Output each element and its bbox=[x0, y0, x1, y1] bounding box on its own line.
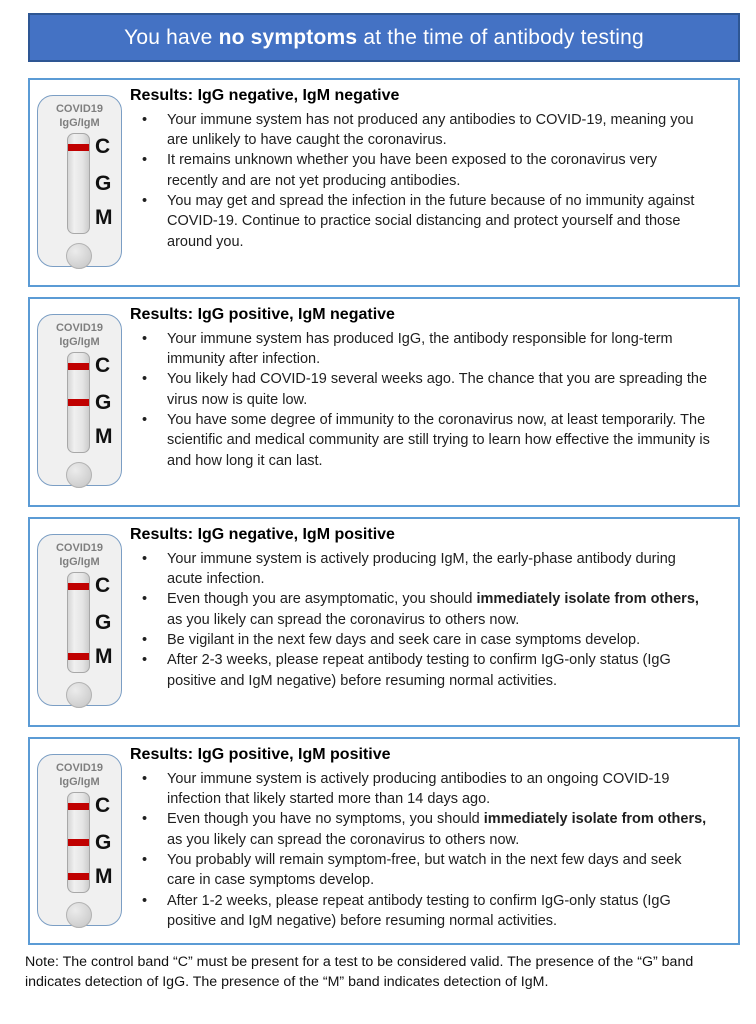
test-band-g bbox=[68, 399, 89, 406]
bullet-list bbox=[130, 549, 710, 691]
text-segment: It remains unknown whether you have been exposed to the coronavirus very recently and are not yet producing antibodies. bbox=[167, 152, 658, 189]
test-band-m bbox=[68, 873, 89, 880]
text-segment: immediately isolate from others, bbox=[483, 811, 707, 828]
band-letter-c: C bbox=[95, 354, 111, 377]
sample-well-icon bbox=[66, 462, 92, 488]
bullet-list bbox=[130, 769, 710, 931]
sample-well-icon bbox=[66, 682, 92, 708]
text-segment: Your immune system has not produced any antibodies to COVID-19, meaning you are unlikely to have caught the coronavirus. bbox=[167, 111, 694, 149]
cassette-label-line2: IgG/IgM bbox=[59, 117, 100, 129]
bullet-list bbox=[130, 110, 710, 252]
bullet-item bbox=[130, 369, 710, 410]
sample-well-icon bbox=[66, 243, 92, 269]
panel-text bbox=[130, 745, 710, 931]
test-cassette bbox=[37, 95, 122, 267]
cassette-label-line1: COVID19 bbox=[55, 322, 104, 334]
bullet-item bbox=[130, 329, 710, 370]
panel-text bbox=[130, 525, 710, 691]
test-cassette bbox=[37, 314, 122, 486]
cassette-label-line2: IgG/IgM bbox=[59, 556, 100, 568]
text-segment: at the time of antibody testing bbox=[357, 25, 644, 49]
bullet-item bbox=[130, 410, 710, 471]
results-heading: Results: IgG positive, IgM negative bbox=[130, 306, 395, 323]
band-letter-g: G bbox=[95, 391, 112, 414]
text-segment: as you likely can spread the coronavirus to others now. bbox=[167, 611, 520, 628]
test-strip bbox=[67, 572, 90, 673]
text-segment: Your immune system is actively producing antibodies to an ongoing COVID-19 infection that likely started more than 14 days ago. bbox=[167, 770, 670, 808]
test-band-c bbox=[68, 363, 89, 370]
band-letter-c: C bbox=[95, 135, 111, 158]
cassette-label-line1: COVID19 bbox=[55, 103, 104, 115]
text-segment: Even though you are asymptomatic, you should bbox=[167, 591, 477, 608]
test-cassette bbox=[37, 534, 122, 706]
text-segment: You have some degree of immunity to the coronavirus now, at least temporarily. The scientific and medical community are still trying to learn how effective the immunity is and how long it can last. bbox=[167, 411, 710, 469]
band-letter-g: G bbox=[95, 831, 112, 854]
test-cassette bbox=[37, 754, 122, 926]
result-panel-3 bbox=[28, 517, 740, 727]
bullet-item bbox=[130, 110, 710, 151]
bullet-item bbox=[130, 650, 710, 691]
test-band-m bbox=[68, 653, 89, 660]
bullet-item bbox=[130, 589, 710, 630]
text-segment: Even though you have no symptoms, you should bbox=[167, 811, 484, 828]
test-strip bbox=[67, 133, 90, 234]
bullet-list bbox=[130, 329, 710, 471]
text-segment: You have bbox=[124, 25, 219, 49]
result-panel-1 bbox=[28, 78, 740, 287]
band-letter-m: M bbox=[95, 206, 113, 229]
band-letter-c: C bbox=[95, 794, 111, 817]
band-letter-g: G bbox=[95, 172, 112, 195]
test-band-g bbox=[68, 839, 89, 846]
panel-text bbox=[130, 305, 710, 471]
cassette-label-line1: COVID19 bbox=[55, 542, 104, 554]
band-letter-m: M bbox=[95, 425, 113, 448]
note-text: Note: The control band “C” must be present for a test to be considered valid. The presence of the “G” band indicates detection of IgG. The presence of the “M” band indicates detection of IgM. bbox=[25, 954, 694, 990]
cassette-label-line2: IgG/IgM bbox=[59, 336, 100, 348]
test-band-c bbox=[68, 803, 89, 810]
cassette-label-line1: COVID19 bbox=[55, 762, 104, 774]
text-segment: After 1-2 weeks, please repeat antibody testing to confirm IgG-only status (IgG positive and IgM negative) before resuming normal activities. bbox=[167, 892, 671, 929]
results-heading: Results: IgG positive, IgM positive bbox=[130, 746, 391, 763]
band-letter-c: C bbox=[95, 574, 111, 597]
bullet-item bbox=[130, 549, 710, 590]
bullet-item bbox=[130, 630, 710, 650]
bullet-item bbox=[130, 191, 710, 252]
result-panel-4 bbox=[28, 737, 740, 945]
text-segment: immediately isolate from others, bbox=[476, 591, 699, 608]
band-letter-g: G bbox=[95, 611, 112, 634]
test-band-c bbox=[68, 583, 89, 590]
results-heading: Results: IgG negative, IgM negative bbox=[130, 87, 400, 104]
header-title bbox=[124, 26, 644, 50]
bullet-item bbox=[130, 891, 710, 932]
cassette-label-line2: IgG/IgM bbox=[59, 776, 100, 788]
sample-well-icon bbox=[66, 902, 92, 928]
text-segment: You may get and spread the infection in the future because of no immunity against COVID-19. Continue to practice social distancing and protect yourself and those around you. bbox=[167, 192, 695, 250]
results-heading: Results: IgG negative, IgM positive bbox=[130, 526, 395, 543]
header-banner bbox=[28, 13, 740, 62]
result-panel-2 bbox=[28, 297, 740, 507]
text-segment: Your immune system has produced IgG, the antibody responsible for long-term immunity after infection. bbox=[167, 330, 673, 368]
text-segment: no symptoms bbox=[218, 25, 358, 49]
band-letter-m: M bbox=[95, 865, 113, 888]
text-segment: After 2-3 weeks, please repeat antibody testing to confirm IgG-only status (IgG positive and IgM negative) before resuming normal activities. bbox=[167, 652, 671, 689]
text-segment: You likely had COVID-19 several weeks ago. The chance that you are spreading the virus now is quite low. bbox=[167, 371, 708, 408]
text-segment: as you likely can spread the coronavirus to others now. bbox=[167, 831, 520, 848]
test-band-c bbox=[68, 144, 89, 151]
bullet-item bbox=[130, 850, 710, 891]
bullet-item bbox=[130, 769, 710, 810]
bullet-item bbox=[130, 150, 710, 191]
text-segment: You probably will remain symptom-free, but watch in the next few days and seek care in case symptoms develop. bbox=[167, 851, 682, 889]
band-letter-m: M bbox=[95, 645, 113, 668]
text-segment: Be vigilant in the next few days and seek care in case symptoms develop. bbox=[167, 631, 641, 648]
test-strip bbox=[67, 352, 90, 453]
panel-text bbox=[130, 86, 710, 252]
text-segment: Your immune system is actively producing IgM, the early-phase antibody during acute infection. bbox=[167, 550, 676, 588]
test-strip bbox=[67, 792, 90, 893]
bullet-item bbox=[130, 809, 710, 850]
